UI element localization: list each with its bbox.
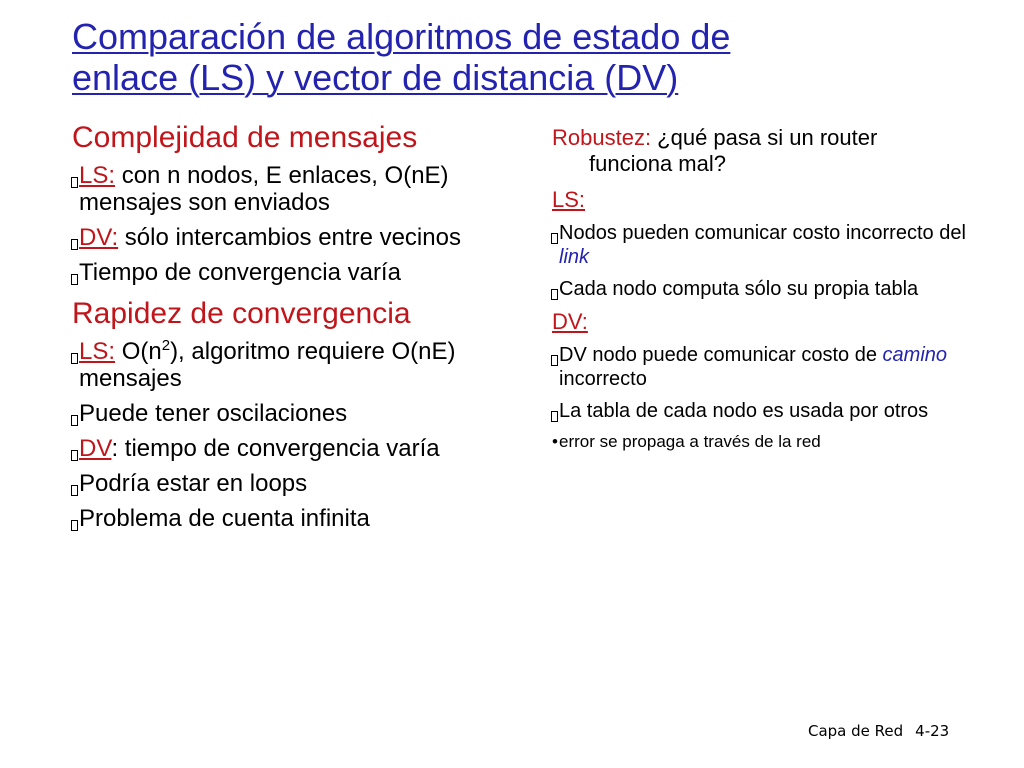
bullet-text: Nodos pueden comunicar costo incorrecto del	[559, 222, 966, 244]
ls-label: LS:	[552, 187, 586, 212]
left-column	[72, 120, 532, 540]
bullet-marker-icon	[71, 485, 78, 496]
bullet-count-to-infinity	[72, 505, 532, 532]
bullet-emphasis: link	[559, 246, 590, 268]
bullet-marker-icon	[71, 415, 78, 426]
bullet-text: Podría estar en loops	[79, 470, 308, 497]
bullet-convergence-time	[72, 259, 532, 286]
bullet-ls-convergence	[72, 338, 532, 392]
bullet-marker-icon	[551, 289, 558, 300]
bullet-marker-icon	[71, 520, 78, 531]
bullet-text: sólo intercambios entre vecinos	[118, 224, 461, 251]
sub-bullet-text: error se propaga a través de la red	[559, 432, 821, 451]
slide-footer	[808, 722, 949, 740]
bullet-loops	[72, 470, 532, 497]
dot-icon: •	[552, 432, 558, 451]
title-line-1: Comparación de algoritmos de estado de	[72, 16, 731, 57]
bullet-marker-icon	[551, 411, 558, 422]
footer-chapter: Capa de Red	[808, 722, 904, 740]
bullet-text: DV nodo puede comunicar costo de	[559, 344, 883, 366]
bullet-text: O(n	[115, 338, 162, 365]
bullet-superscript: 2	[161, 337, 171, 354]
bullet-dv-messages	[72, 224, 532, 251]
bullet-lead: LS:	[79, 338, 116, 365]
bullet-marker-icon	[551, 355, 558, 366]
bullet-dv-convergence	[72, 435, 532, 462]
bullet-ls-incorrect-cost	[552, 221, 992, 269]
bullet-emphasis: camino	[882, 344, 948, 366]
bullet-text: con n nodos, E enlaces, O(nE) mensajes son enviados	[79, 162, 449, 216]
robustness-label: Robustez:	[552, 125, 652, 150]
heading-message-complexity: Complejidad de mensajes	[72, 121, 418, 154]
bullet-ls-messages	[72, 162, 532, 216]
bullet-lead: DV	[79, 435, 112, 462]
right-column	[552, 125, 992, 453]
bullet-text: : tiempo de convergencia varía	[111, 435, 440, 462]
title-line-2: enlace (LS) y vector de distancia (DV)	[72, 57, 679, 98]
bullet-text: La tabla de cada nodo es usada por otros	[559, 400, 929, 422]
bullet-marker-icon	[71, 177, 78, 188]
bullet-marker-icon	[71, 239, 78, 250]
bullet-text: Problema de cuenta infinita	[79, 505, 370, 532]
robustness-question: ¿qué pasa si un router	[651, 125, 878, 150]
bullet-text-tail: ), algoritmo requiere O(nE) mensajes	[79, 338, 456, 392]
bullet-marker-icon	[71, 274, 78, 285]
robustness-question-cont: funciona mal?	[589, 151, 726, 176]
bullet-dv-incorrect-path	[552, 343, 992, 391]
bullet-text: Cada nodo computa sólo su propia tabla	[559, 278, 919, 300]
bullet-text: Puede tener oscilaciones	[79, 400, 348, 427]
bullet-lead: LS:	[79, 162, 116, 189]
bullet-text: Tiempo de convergencia varía	[79, 259, 401, 286]
footer-page-number: 4-23	[915, 722, 950, 740]
robustness-heading	[552, 125, 992, 177]
bullet-text-tail: incorrecto	[559, 368, 647, 390]
dv-label: DV:	[552, 309, 588, 334]
bullet-marker-icon	[71, 353, 78, 364]
heading-convergence-speed: Rapidez de convergencia	[72, 297, 411, 330]
bullet-dv-table-used	[552, 399, 992, 423]
sub-bullet-error-propagates	[552, 431, 992, 453]
bullet-oscillations	[72, 400, 532, 427]
bullet-marker-icon	[551, 233, 558, 244]
slide-title	[72, 16, 972, 98]
bullet-marker-icon	[71, 450, 78, 461]
bullet-lead: DV:	[79, 224, 119, 251]
bullet-ls-own-table	[552, 277, 992, 301]
